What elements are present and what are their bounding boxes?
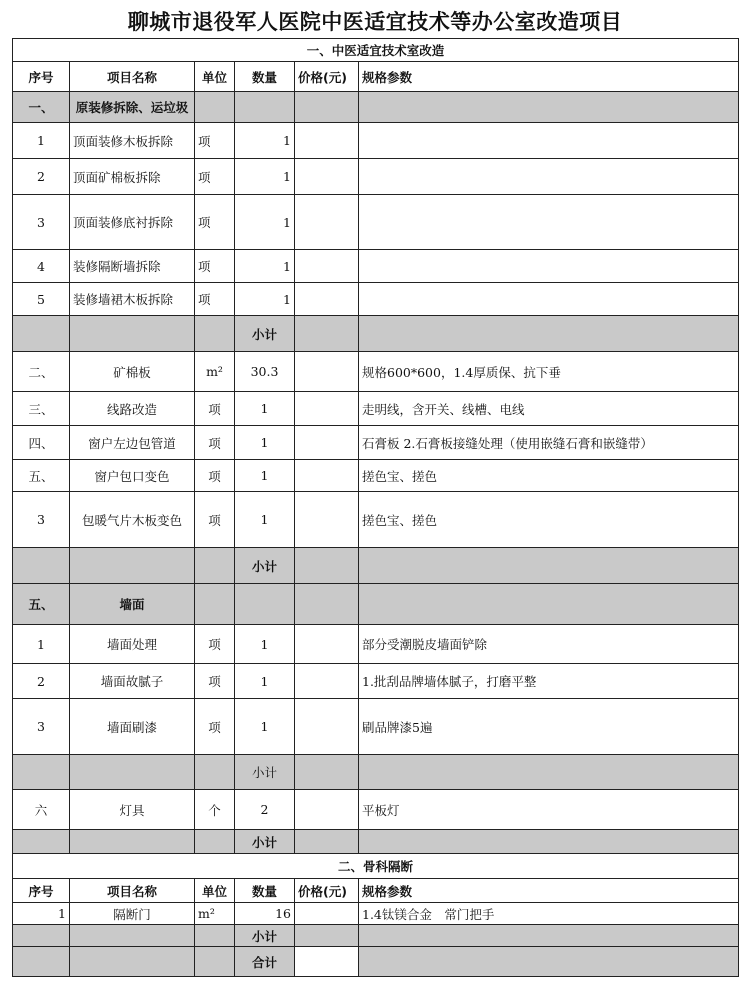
cell-qty: 1 — [235, 625, 295, 664]
cell-price — [295, 123, 359, 159]
cell-qty: 1 — [235, 699, 295, 755]
subtotal-label: 小计 — [235, 548, 295, 584]
subtotal-row — [13, 755, 739, 790]
cell-unit: 项 — [195, 664, 235, 699]
cell-qty: 1 — [235, 283, 295, 316]
cell-name: 墙面故腻子 — [70, 664, 195, 699]
cell-spec: 走明线，含开关、线槽、电线 — [359, 392, 739, 426]
cell-price — [295, 392, 359, 426]
subtotal-row — [13, 316, 739, 352]
cell-qty: 1 — [235, 250, 295, 283]
cell-name: 窗户包口变色 — [70, 460, 195, 492]
cell-unit: m² — [195, 903, 235, 925]
cell-unit: 项 — [195, 392, 235, 426]
cell-name: 窗户左边包管道 — [70, 426, 195, 460]
cell-seq: 3 — [13, 195, 70, 250]
cell-seq: 三、 — [13, 392, 70, 426]
cell-name: 隔断门 — [70, 903, 195, 925]
subtotal-label: 小计 — [235, 925, 295, 947]
cell-spec — [359, 195, 739, 250]
section1-title: 一、中医适宜技术室改造 — [13, 39, 739, 62]
cell-qty: 30.3 — [235, 352, 295, 392]
cell-price — [295, 250, 359, 283]
group-row — [13, 584, 739, 625]
cell-unit: 项 — [195, 195, 235, 250]
cell-name: 顶面装修木板拆除 — [70, 123, 195, 159]
cell-qty: 1 — [235, 460, 295, 492]
table-row — [13, 903, 739, 925]
cell-unit: 项 — [195, 625, 235, 664]
cell-name: 灯具 — [70, 790, 195, 830]
cell-name: 顶面矿棉板拆除 — [70, 159, 195, 195]
group-name: 墙面 — [70, 584, 195, 625]
cell-name: 墙面刷漆 — [70, 699, 195, 755]
cell-spec: 部分受潮脱皮墙面铲除 — [359, 625, 739, 664]
header-seq: 序号 — [13, 879, 70, 903]
subtotal-label: 小计 — [235, 830, 295, 854]
cell-unit: 个 — [195, 790, 235, 830]
subtotal-label: 小计 — [235, 755, 295, 790]
quote-table — [12, 38, 739, 977]
subtotal-label: 小计 — [235, 316, 295, 352]
cell-price — [295, 790, 359, 830]
table-row — [13, 123, 739, 159]
group-row — [13, 92, 739, 123]
total-row — [13, 947, 739, 977]
header-spec: 规格参数 — [359, 879, 739, 903]
cell-qty: 2 — [235, 790, 295, 830]
page-title: 聊城市退役军人医院中医适宜技术等办公室改造项目 — [127, 9, 623, 34]
cell-spec: 石膏板 2.石膏板接缝处理（使用嵌缝石膏和嵌缝带） — [359, 426, 739, 460]
cell-qty: 1 — [235, 664, 295, 699]
cell-name: 包暖气片木板变色 — [70, 492, 195, 548]
section1-title-row — [13, 39, 739, 62]
group-seq: 五、 — [13, 584, 70, 625]
cell-unit: 项 — [195, 250, 235, 283]
cell-price — [295, 625, 359, 664]
cell-price — [295, 903, 359, 925]
cell-seq: 2 — [13, 664, 70, 699]
cell-seq: 3 — [13, 492, 70, 548]
cell-price — [295, 159, 359, 195]
cell-unit: 项 — [195, 123, 235, 159]
cell-price — [295, 664, 359, 699]
cell-qty: 1 — [235, 426, 295, 460]
cell-name: 墙面处理 — [70, 625, 195, 664]
cell-seq: 2 — [13, 159, 70, 195]
section2-title: 二、骨科隔断 — [13, 854, 739, 879]
cell-seq: 1 — [13, 123, 70, 159]
cell-unit: 项 — [195, 159, 235, 195]
cell-seq: 1 — [13, 903, 70, 925]
total-label: 合计 — [235, 947, 295, 977]
cell-spec: 刷品牌漆5遍 — [359, 699, 739, 755]
table-row — [13, 392, 739, 426]
table-row — [13, 664, 739, 699]
cell-name: 顶面装修底衬拆除 — [70, 195, 195, 250]
cell-name: 装修墙裙木板拆除 — [70, 283, 195, 316]
header-unit: 单位 — [195, 879, 235, 903]
header-spec: 规格参数 — [359, 62, 739, 92]
cell-spec — [359, 159, 739, 195]
table-row — [13, 352, 739, 392]
cell-unit: 项 — [195, 492, 235, 548]
cell-price — [295, 492, 359, 548]
cell-qty: 1 — [235, 123, 295, 159]
cell-price — [295, 352, 359, 392]
cell-name: 矿棉板 — [70, 352, 195, 392]
cell-seq: 二、 — [13, 352, 70, 392]
cell-spec: 规格600*600，1.4厚质保、抗下垂 — [359, 352, 739, 392]
table-row — [13, 492, 739, 548]
cell-unit: 项 — [195, 699, 235, 755]
table-row — [13, 250, 739, 283]
table-row — [13, 625, 739, 664]
header-row — [13, 62, 739, 92]
cell-unit: 项 — [195, 283, 235, 316]
cell-qty: 1 — [235, 392, 295, 426]
cell-seq: 4 — [13, 250, 70, 283]
cell-seq: 5 — [13, 283, 70, 316]
table-row — [13, 426, 739, 460]
subtotal-row — [13, 925, 739, 947]
header-qty: 数量 — [235, 879, 295, 903]
cell-spec: 平板灯 — [359, 790, 739, 830]
cell-unit: m² — [195, 352, 235, 392]
cell-name: 线路改造 — [70, 392, 195, 426]
table-row — [13, 699, 739, 755]
header-seq: 序号 — [13, 62, 70, 92]
cell-seq: 六 — [13, 790, 70, 830]
cell-spec: 1.4钛镁合金 常门把手 — [359, 903, 739, 925]
group-name: 原装修拆除、运垃圾 — [70, 92, 195, 123]
header-qty: 数量 — [235, 62, 295, 92]
header-price: 价格(元) — [295, 62, 359, 92]
cell-spec: 搓色宝、搓色 — [359, 460, 739, 492]
cell-price — [295, 283, 359, 316]
cell-unit: 项 — [195, 426, 235, 460]
cell-unit: 项 — [195, 460, 235, 492]
cell-seq: 四、 — [13, 426, 70, 460]
section2-title-row — [13, 854, 739, 879]
total-value — [295, 947, 359, 977]
cell-seq: 3 — [13, 699, 70, 755]
cell-price — [295, 699, 359, 755]
cell-name: 装修隔断墙拆除 — [70, 250, 195, 283]
table-row — [13, 283, 739, 316]
header-price: 价格(元) — [295, 879, 359, 903]
cell-spec — [359, 283, 739, 316]
cell-price — [295, 195, 359, 250]
cell-price — [295, 460, 359, 492]
cell-spec: 搓色宝、搓色 — [359, 492, 739, 548]
table-row — [13, 195, 739, 250]
cell-qty: 1 — [235, 159, 295, 195]
cell-seq: 五、 — [13, 460, 70, 492]
cell-price — [295, 426, 359, 460]
subtotal-row — [13, 830, 739, 854]
table-row — [13, 790, 739, 830]
cell-spec — [359, 250, 739, 283]
cell-seq: 1 — [13, 625, 70, 664]
cell-qty: 1 — [235, 195, 295, 250]
cell-qty: 16 — [235, 903, 295, 925]
group-seq: 一、 — [13, 92, 70, 123]
subtotal-row — [13, 548, 739, 584]
table-row — [13, 159, 739, 195]
header-name: 项目名称 — [70, 879, 195, 903]
header-unit: 单位 — [195, 62, 235, 92]
cell-spec — [359, 123, 739, 159]
table-row — [13, 460, 739, 492]
cell-spec: 1.批刮品牌墙体腻子，打磨平整 — [359, 664, 739, 699]
header-name: 项目名称 — [70, 62, 195, 92]
header-row — [13, 879, 739, 903]
cell-qty: 1 — [235, 492, 295, 548]
